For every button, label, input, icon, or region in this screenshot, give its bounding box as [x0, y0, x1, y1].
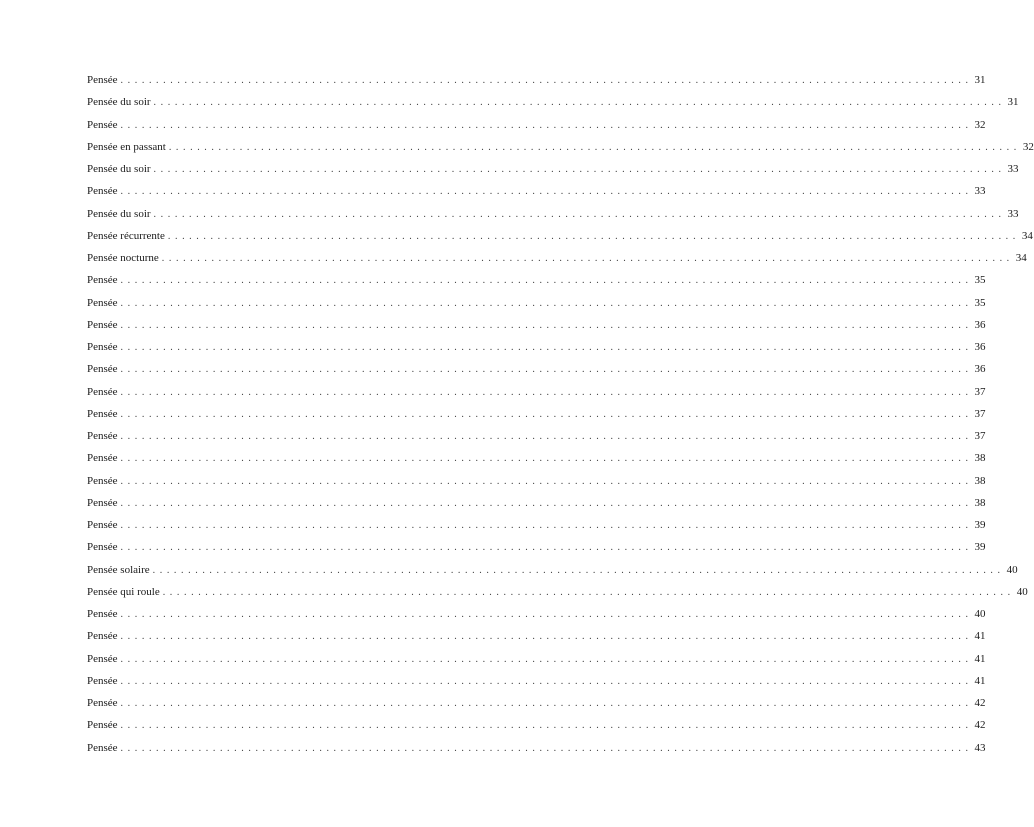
- toc-entry-page-number: 38: [974, 496, 986, 509]
- toc-entry-page-number: 37: [974, 407, 986, 420]
- toc-entry-title: Pensée: [87, 341, 118, 353]
- toc-entry-title: Pensée nocturne: [87, 252, 159, 264]
- toc-entry[interactable]: [87, 425, 986, 447]
- toc-dot-leader: ........................................................................................................................: [120, 119, 973, 131]
- toc-entry[interactable]: [87, 381, 986, 403]
- toc-entry[interactable]: [87, 69, 986, 91]
- toc-entry[interactable]: [87, 470, 986, 492]
- toc-entry-title: Pensée: [87, 674, 118, 687]
- toc-entry[interactable]: [87, 559, 1018, 581]
- toc-entry[interactable]: [87, 714, 986, 736]
- toc-entry-page-number: 31: [1007, 96, 1019, 109]
- toc-entry-title: Pensée récurrente: [87, 229, 165, 242]
- toc-entry-title: Pensée: [87, 541, 118, 554]
- toc-entry-page-number: 39: [974, 519, 986, 531]
- toc-entry[interactable]: [87, 158, 1019, 180]
- toc-entry-title: Pensée: [87, 274, 118, 287]
- toc-entry-page-number: 38: [974, 452, 986, 465]
- toc-entry-title: Pensée: [87, 385, 118, 398]
- table-of-contents: [87, 69, 1034, 759]
- toc-entry-title: Pensée: [87, 608, 118, 620]
- toc-entry-page-number: 37: [974, 430, 986, 442]
- toc-dot-leader: ........................................................................................................................: [120, 631, 973, 643]
- toc-dot-leader: ........................................................................................................................: [153, 97, 1006, 109]
- toc-dot-leader: ........................................................................................................................: [120, 386, 973, 398]
- toc-dot-leader: ........................................................................................................................: [120, 520, 973, 531]
- toc-entry-page-number: 31: [974, 74, 986, 86]
- toc-entry-page-number: 33: [974, 185, 986, 198]
- toc-entry-page-number: 33: [1007, 163, 1019, 175]
- toc-entry-page-number: 34: [1015, 252, 1027, 264]
- toc-entry-title: Pensée: [87, 496, 118, 509]
- toc-entry[interactable]: [87, 536, 986, 558]
- toc-entry-title: Pensée: [87, 741, 118, 754]
- toc-entry-page-number: 38: [974, 474, 986, 487]
- toc-entry-title: Pensée: [87, 407, 118, 420]
- toc-entry-title: Pensée: [87, 363, 118, 376]
- toc-entry-title: Pensée qui roule: [87, 585, 160, 598]
- toc-entry-title: Pensée solaire: [87, 563, 150, 576]
- toc-entry[interactable]: [87, 447, 986, 469]
- toc-entry[interactable]: [87, 203, 1019, 225]
- toc-entry-title: Pensée: [87, 452, 118, 465]
- toc-dot-leader: ........................................................................................................................: [120, 675, 973, 687]
- toc-entry-page-number: 35: [974, 296, 986, 309]
- toc-entry[interactable]: [87, 648, 986, 670]
- toc-entry[interactable]: [87, 136, 1034, 158]
- toc-entry[interactable]: [87, 269, 986, 291]
- toc-entry[interactable]: [87, 358, 986, 380]
- toc-entry-page-number: 42: [974, 719, 986, 732]
- toc-dot-leader: ........................................................................................................................: [120, 364, 973, 376]
- toc-dot-leader: ........................................................................................................................: [168, 141, 1021, 153]
- toc-dot-leader: ........................................................................................................................: [120, 653, 973, 665]
- toc-entry-page-number: 32: [1022, 140, 1034, 153]
- toc-entry-page-number: 40: [974, 608, 986, 620]
- toc-entry-title: Pensée: [87, 185, 118, 198]
- toc-entry-page-number: 36: [974, 341, 986, 353]
- toc-entry-title: Pensée: [87, 697, 118, 709]
- toc-entry-title: Pensée du soir: [87, 163, 151, 175]
- toc-entry[interactable]: [87, 403, 986, 425]
- toc-entry[interactable]: [87, 91, 1019, 113]
- toc-entry[interactable]: [87, 514, 986, 536]
- toc-entry-page-number: 37: [974, 385, 986, 398]
- toc-entry-page-number: 41: [974, 674, 986, 687]
- toc-entry[interactable]: [87, 114, 986, 136]
- toc-dot-leader: ........................................................................................................................: [152, 564, 1005, 576]
- toc-dot-leader: ........................................................................................................................: [120, 720, 973, 732]
- toc-entry-page-number: 40: [1006, 563, 1018, 576]
- toc-entry[interactable]: [87, 336, 986, 358]
- toc-entry[interactable]: [87, 603, 986, 625]
- toc-entry-title: Pensée: [87, 318, 118, 331]
- toc-entry-title: Pensée: [87, 719, 118, 732]
- toc-entry[interactable]: [87, 670, 986, 692]
- toc-dot-leader: ........................................................................................................................: [153, 208, 1006, 220]
- toc-entry[interactable]: [87, 225, 1033, 247]
- toc-dot-leader: ........................................................................................................................: [120, 342, 973, 353]
- toc-entry-page-number: 41: [974, 630, 986, 643]
- toc-entry-page-number: 43: [974, 741, 986, 754]
- toc-entry[interactable]: [87, 247, 1027, 269]
- toc-entry-title: Pensée: [87, 630, 118, 643]
- toc-entry-title: Pensée: [87, 519, 118, 531]
- toc-dot-leader: ........................................................................................................................: [120, 319, 973, 331]
- toc-dot-leader: ........................................................................................................................: [120, 408, 973, 420]
- toc-dot-leader: ........................................................................................................................: [120, 742, 973, 754]
- toc-dot-leader: ........................................................................................................................: [120, 275, 973, 287]
- toc-entry-title: Pensée: [87, 74, 118, 86]
- toc-entry-title: Pensée: [87, 652, 118, 665]
- toc-entry-title: Pensée: [87, 118, 118, 131]
- toc-entry-page-number: 40: [1016, 585, 1028, 598]
- toc-entry-page-number: 35: [974, 274, 986, 287]
- toc-dot-leader: ........................................................................................................................: [120, 453, 973, 465]
- toc-dot-leader: ........................................................................................................................: [120, 609, 973, 620]
- toc-dot-leader: ........................................................................................................................: [120, 75, 973, 86]
- toc-dot-leader: ........................................................................................................................: [162, 586, 1015, 598]
- toc-dot-leader: ........................................................................................................................: [120, 475, 973, 487]
- toc-entry-page-number: 36: [974, 363, 986, 376]
- toc-entry-title: Pensée: [87, 474, 118, 487]
- toc-dot-leader: ........................................................................................................................: [120, 186, 973, 198]
- toc-entry-title: Pensée du soir: [87, 207, 151, 220]
- toc-entry-title: Pensée: [87, 430, 118, 442]
- toc-entry[interactable]: [87, 581, 1028, 603]
- toc-entry[interactable]: [87, 180, 986, 202]
- toc-entry-title: Pensée en passant: [87, 140, 166, 153]
- toc-entry[interactable]: [87, 292, 986, 314]
- toc-entry-page-number: 41: [974, 652, 986, 665]
- toc-entry-page-number: 42: [974, 697, 986, 709]
- toc-entry-page-number: 32: [974, 118, 986, 131]
- toc-entry[interactable]: [87, 625, 986, 647]
- toc-dot-leader: ........................................................................................................................: [120, 698, 973, 709]
- toc-dot-leader: ........................................................................................................................: [161, 253, 1014, 264]
- toc-entry[interactable]: [87, 737, 986, 759]
- toc-entry[interactable]: [87, 492, 986, 514]
- toc-dot-leader: ........................................................................................................................: [120, 542, 973, 554]
- toc-dot-leader: ........................................................................................................................: [120, 297, 973, 309]
- toc-entry[interactable]: [87, 692, 986, 714]
- toc-dot-leader: ........................................................................................................................: [167, 230, 1020, 242]
- toc-dot-leader: ........................................................................................................................: [120, 497, 973, 509]
- toc-entry[interactable]: [87, 314, 986, 336]
- toc-entry-title: Pensée du soir: [87, 96, 151, 109]
- toc-dot-leader: ........................................................................................................................: [153, 164, 1006, 175]
- toc-entry-page-number: 39: [974, 541, 986, 554]
- toc-entry-title: Pensée: [87, 296, 118, 309]
- toc-entry-page-number: 34: [1021, 229, 1033, 242]
- toc-entry-page-number: 33: [1007, 207, 1019, 220]
- toc-dot-leader: ........................................................................................................................: [120, 431, 973, 442]
- toc-entry-page-number: 36: [974, 318, 986, 331]
